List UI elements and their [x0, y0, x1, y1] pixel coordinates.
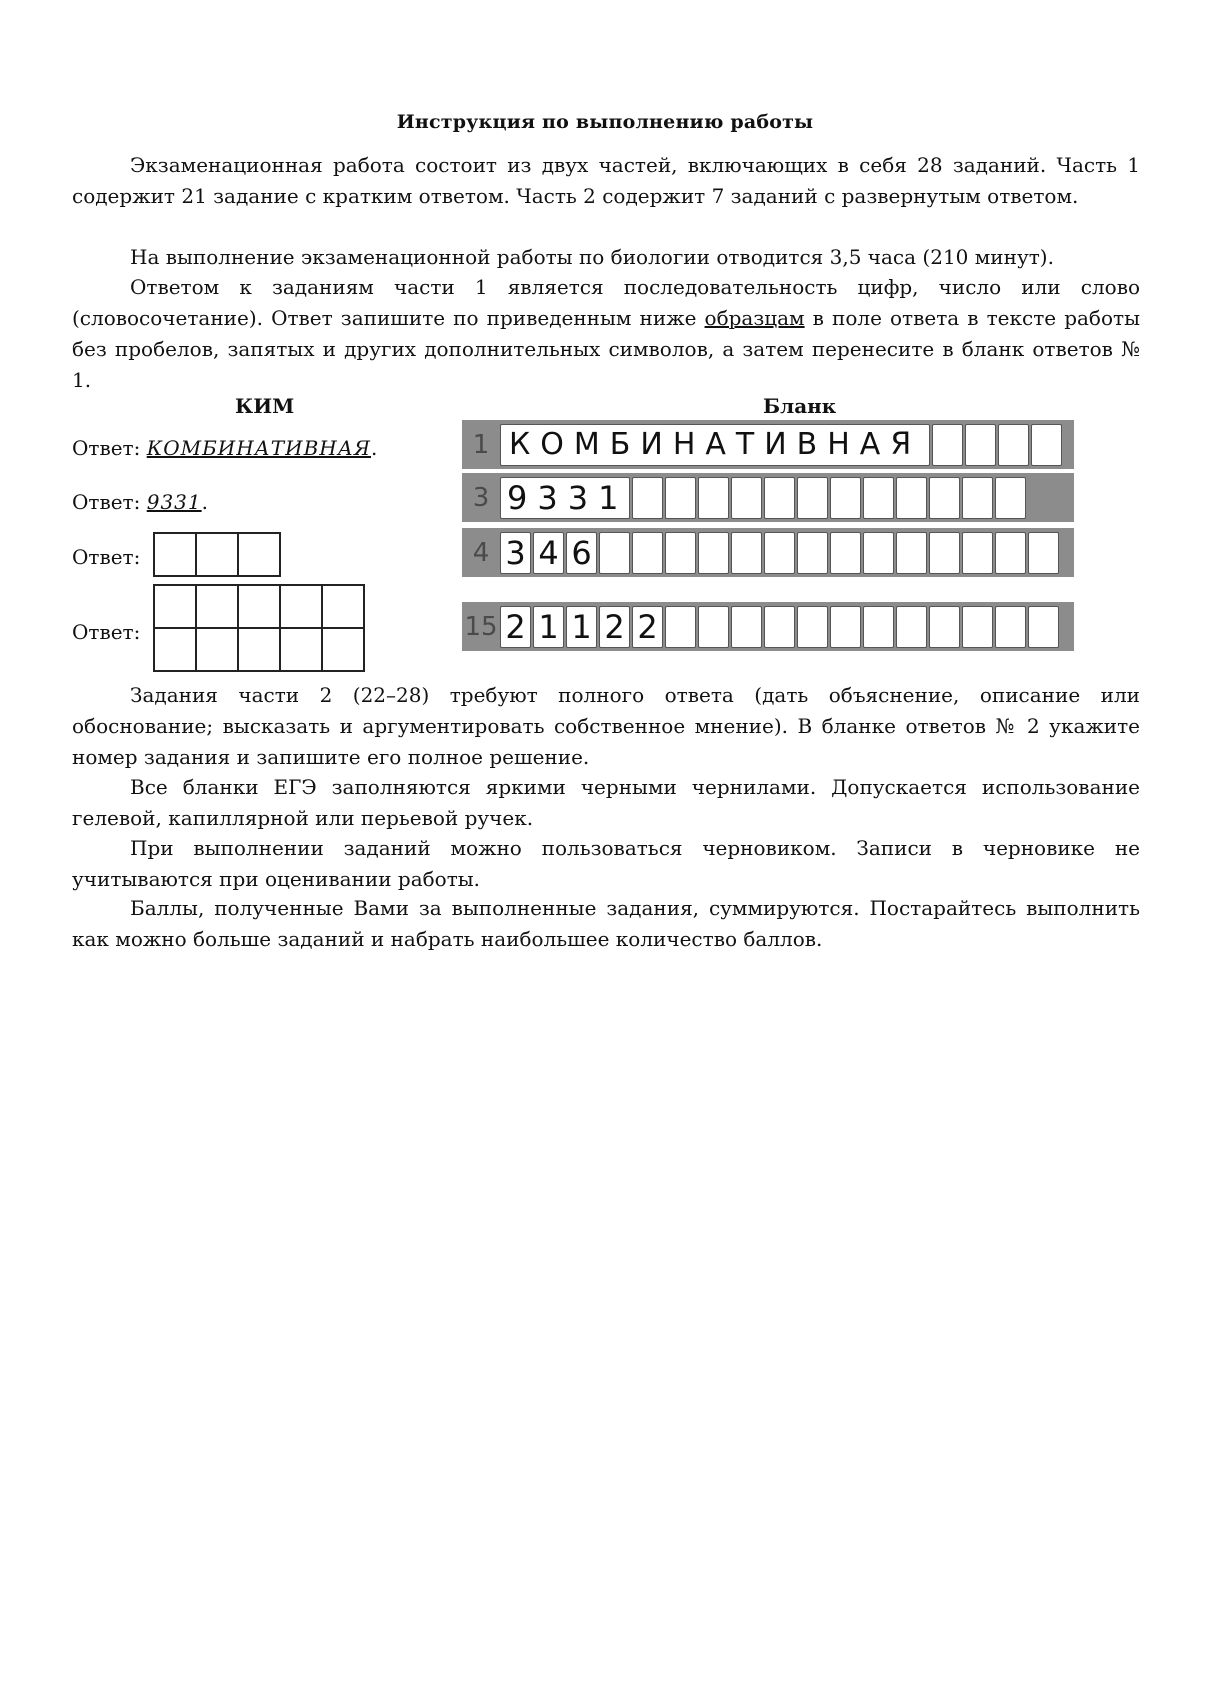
kim-answer-4-grid	[153, 584, 365, 672]
blank-row-1-number: 1	[472, 429, 490, 460]
paragraph-3: Ответом к заданиям части 1 является последовательность цифр, число или слово (словосочетание). Ответ запишите по приведенным ниже образцам в поле ответа в тексте работы без пробелов, запятых и других дополнительных символов, а затем перенесите в бланк ответов № 1.	[72, 275, 1140, 392]
blank-row-3-cells	[500, 477, 1028, 519]
blank-row-15-cell: 2	[632, 606, 663, 648]
kim-answer-1-value: КОМБИНАТИВНАЯ	[146, 436, 372, 460]
blank-row-15	[462, 602, 1074, 651]
blank-heading: Бланк	[763, 394, 837, 418]
page-title: Инструкция по выполнению работы	[396, 111, 814, 133]
paragraph-1: Экзаменационная работа состоит из двух частей, включающих в себя 28 заданий. Часть 1 содержит 21 задание с кратким ответом. Часть 2 содержит 7 заданий с развернутым ответом.	[72, 153, 1140, 208]
kim-answer-1: Ответ: КОМБИНАТИВНАЯ.	[72, 436, 378, 460]
kim-answer-3-label: Ответ:	[72, 545, 141, 569]
paragraph-2: На выполнение экзаменационной работы по биологии отводится 3,5 часа (210 минут).	[130, 245, 1054, 269]
blank-row-3-number: 3	[472, 482, 490, 513]
paragraph-5: Все бланки ЕГЭ заполняются яркими черными чернилами. Допускается использование гелевой, капиллярной или перьевой ручек.	[72, 775, 1140, 830]
blank-row-15-cell: 1	[566, 606, 597, 648]
blank-row-15-number: 15	[464, 611, 498, 642]
blank-row-15-cells	[500, 606, 1061, 648]
samples-link-text: образцам	[704, 306, 805, 330]
blank-row-4-cells	[500, 532, 1061, 574]
blank-row-4-cell: 3	[500, 532, 531, 574]
kim-heading: КИМ	[235, 394, 295, 418]
kim-answer-2-value: 9331	[146, 490, 202, 514]
blank-row-4-cell: 4	[533, 532, 564, 574]
paragraph-6: При выполнении заданий можно пользоваться черновиком. Записи в черновике не учитываются при оценивании работы.	[72, 836, 1140, 891]
blank-row-4-number: 4	[472, 537, 490, 568]
blank-row-1	[462, 420, 1074, 469]
blank-row-15-cell: 2	[599, 606, 630, 648]
blank-row-3-text: 9331	[500, 477, 630, 519]
blank-row-1-text: КОМБИНАТИВНАЯ	[500, 424, 930, 466]
paragraph-4: Задания части 2 (22–28) требуют полного ответа (дать объяснение, описание или обоснование; высказать и аргументировать собственное мнение). В бланке ответов № 2 укажите номер задания и запишите его полное решение.	[72, 683, 1140, 769]
paragraph-7: Баллы, полученные Вами за выполненные задания, суммируются. Постарайтесь выполнить как можно больше заданий и набрать наибольшее количество баллов.	[72, 896, 1140, 951]
kim-answer-4-label: Ответ:	[72, 620, 141, 644]
blank-row-1-cells	[500, 424, 1064, 466]
blank-row-15-cell: 2	[500, 606, 531, 648]
kim-answer-2: Ответ: 9331.	[72, 490, 208, 514]
kim-answer-3-grid	[153, 532, 281, 577]
blank-row-15-cell: 1	[533, 606, 564, 648]
blank-row-3	[462, 473, 1074, 522]
blank-row-4	[462, 528, 1074, 577]
blank-row-4-cell: 6	[566, 532, 597, 574]
